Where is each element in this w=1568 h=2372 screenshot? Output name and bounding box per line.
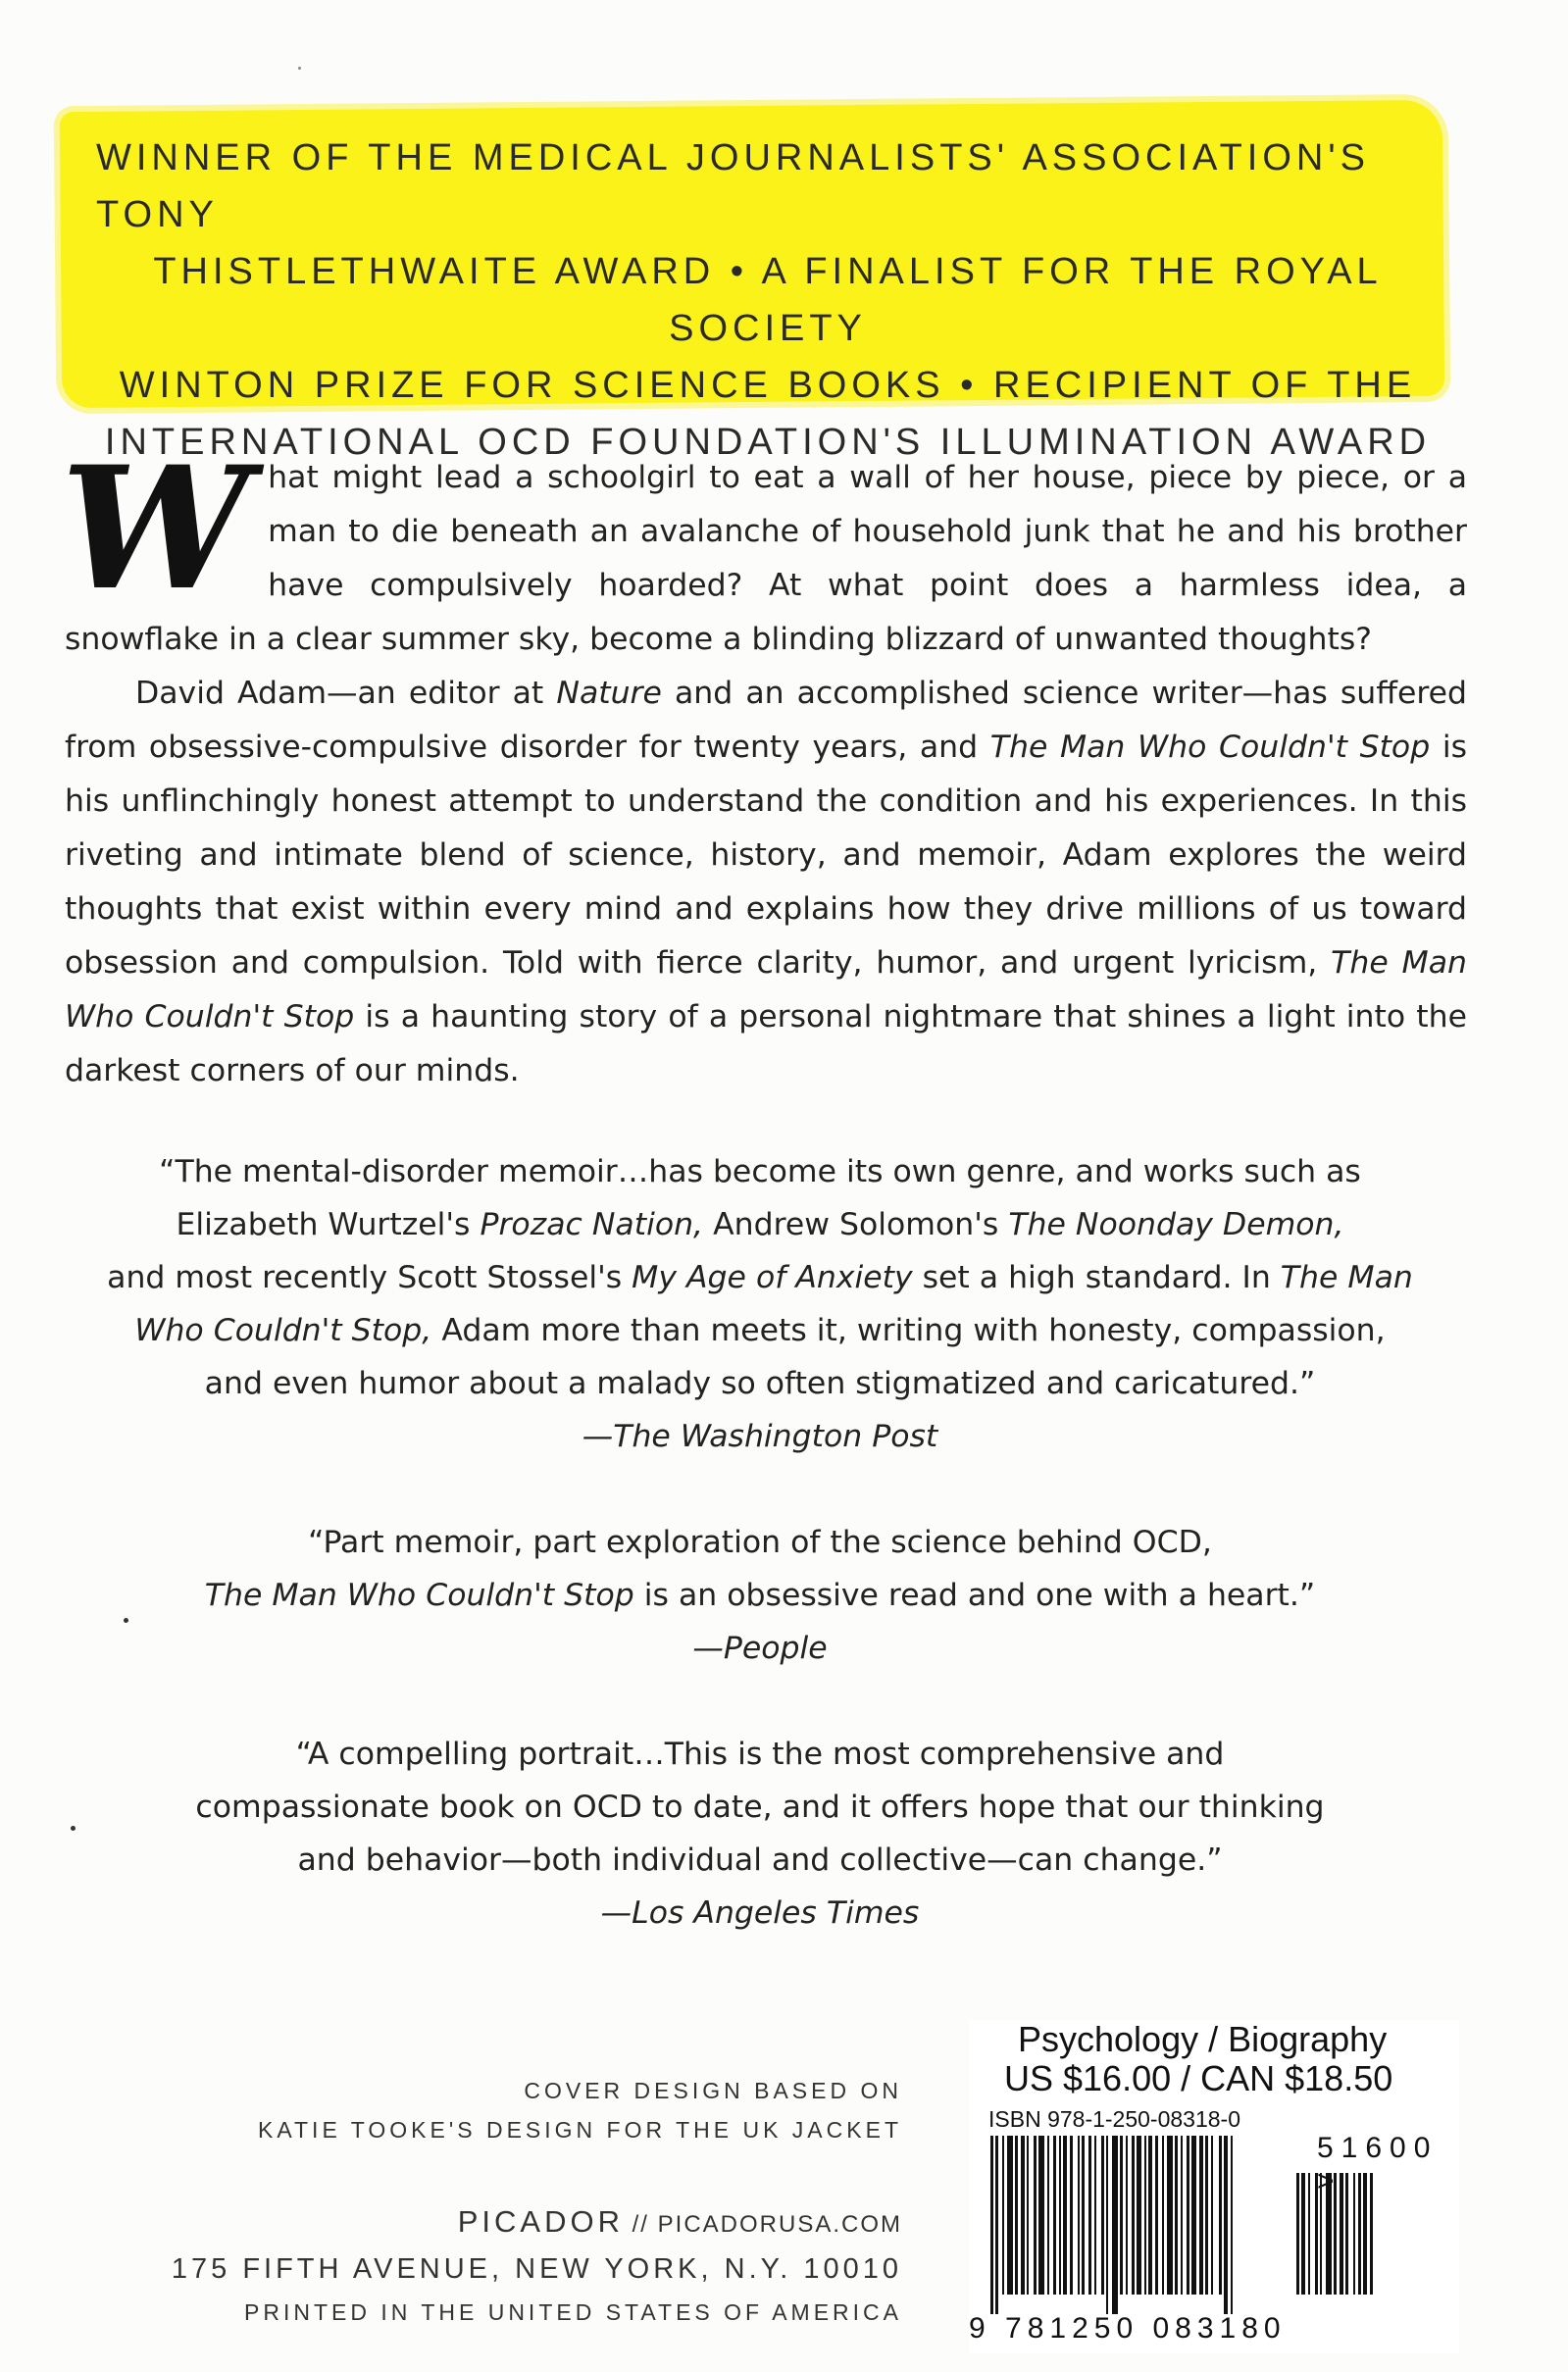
barcode-bar <box>1162 2136 1164 2295</box>
review-quote <box>59 1516 1461 1675</box>
speck <box>298 67 301 70</box>
review-quote <box>59 1145 1461 1463</box>
barcode-bar <box>1320 2173 1322 2295</box>
barcode-bar <box>1155 2136 1158 2295</box>
barcode-bar <box>1167 2136 1173 2295</box>
award-line: WINNER OF THE MEDICAL JOURNALISTS' ASSOCIATION'S TONY <box>96 137 1370 235</box>
book-title: The Man Who Couldn't Stop <box>65 945 1467 1035</box>
book-title: The Noonday Demon, <box>1008 1207 1344 1242</box>
barcode-panel <box>969 2020 1459 2353</box>
drop-cap: W <box>61 429 251 628</box>
barcode-bar <box>1038 2136 1044 2295</box>
barcode-bar <box>1047 2136 1049 2295</box>
barcode-bar <box>1015 2136 1018 2295</box>
book-title: My Age of Anxiety <box>632 1260 913 1295</box>
barcode-bar <box>1353 2173 1355 2295</box>
barcode-bar <box>995 2136 998 2314</box>
quote-text: “A compelling portrait…This is the most comprehensive and <box>295 1737 1225 1772</box>
barcode-bar <box>990 2136 993 2314</box>
barcode-bar <box>1112 2136 1118 2314</box>
award-line: WINTON PRIZE FOR SCIENCE BOOKS • RECIPIENT OF THE <box>119 365 1417 406</box>
barcode-bar <box>1126 2136 1128 2295</box>
magazine-title: Nature <box>556 676 662 711</box>
barcode-bar <box>1231 2136 1233 2314</box>
barcode-bar <box>1308 2173 1310 2295</box>
barcode-bar <box>1296 2173 1299 2295</box>
barcode-bar <box>1137 2136 1141 2295</box>
barcode-bar <box>1358 2173 1361 2295</box>
book-title: The Man Who Couldn't Stop <box>989 730 1431 765</box>
speck <box>71 1826 76 1831</box>
quote-text: and even humor about a malady so often stigmatized and caricatured.” <box>204 1366 1316 1401</box>
barcode-bar <box>1070 2136 1073 2295</box>
quote-attribution: —The Washington Post <box>582 1419 938 1454</box>
barcode-bar <box>1326 2173 1332 2295</box>
barcode-bar <box>1059 2136 1061 2295</box>
barcode-bar <box>1345 2173 1348 2295</box>
barcode-bar <box>1175 2136 1178 2295</box>
ean-digits: 9 781250 083180 <box>969 2312 1287 2345</box>
publisher-name: PICADOR <box>457 2204 624 2239</box>
barcode-bar <box>1191 2136 1196 2295</box>
description-text: and an accomplished science writer—has suffered from obsessive-compulsive disorder for twenty years, and <box>65 676 1467 765</box>
barcode-bar <box>1199 2136 1203 2295</box>
publisher-info <box>147 2200 902 2330</box>
publisher-url: PICADORUSA.COM <box>657 2211 902 2238</box>
book-title: The Man Who Couldn't Stop <box>204 1578 634 1613</box>
quote-text: compassionate book on OCD to date, and it offers hope that our thinking <box>195 1790 1325 1825</box>
quote-text: is an obsessive read and one with a heart.” <box>633 1578 1316 1613</box>
barcode-bar <box>1315 2173 1318 2295</box>
barcode-bar <box>1063 2136 1067 2295</box>
printed-in: PRINTED IN THE UNITED STATES OF AMERICA <box>244 2299 902 2325</box>
quote-text: and most recently Scott Stossel's <box>107 1260 632 1295</box>
addon-code: 51600 <box>1317 2132 1439 2164</box>
barcode-bar <box>1144 2136 1146 2295</box>
book-title: The Man <box>1280 1260 1413 1295</box>
barcode-bar <box>1181 2136 1183 2295</box>
barcode-bar <box>1094 2136 1096 2295</box>
description-paragraph <box>65 667 1467 1098</box>
description-text: hat might lead a schoolgirl to eat a wall of her house, piece by piece, or a man to die beneath an avalanche of household junk that he and his brother have compulsively hoarded? At what point does a harmless idea, a snowflake in a clear summer sky, become a blinding blizzard of unwanted thoughts? <box>65 460 1467 657</box>
barcode-bar <box>1120 2136 1123 2295</box>
barcode-bar <box>1088 2136 1091 2295</box>
barcode-bar <box>1007 2136 1013 2295</box>
barcode-bar <box>1340 2173 1343 2295</box>
barcode-bar <box>1082 2136 1085 2295</box>
isbn-number: ISBN 978-1-250-08318-0 <box>988 2106 1240 2132</box>
credit-line: KATIE TOOKE'S DESIGN FOR THE UK JACKET <box>258 2117 902 2143</box>
ean-barcode <box>990 2136 1285 2314</box>
barcode-bar <box>1002 2136 1004 2295</box>
barcode-bar <box>1148 2136 1152 2295</box>
quote-text: Adam more than meets it, writing with honesty, compassion, <box>431 1313 1386 1348</box>
barcode-bar <box>1106 2136 1108 2314</box>
book-title: Who Couldn't Stop, <box>134 1313 432 1348</box>
barcode-bar <box>1370 2173 1373 2295</box>
publisher-separator: // <box>623 2211 658 2238</box>
quote-text: “The mental-disorder memoir…has become its own genre, and works such as <box>159 1154 1361 1189</box>
barcode-bar <box>1301 2173 1305 2295</box>
barcode-bar <box>1027 2136 1029 2295</box>
barcode-bar <box>1187 2136 1189 2295</box>
cover-design-credit <box>147 2071 902 2149</box>
quote-attribution: —Los Angeles Times <box>600 1895 920 1931</box>
book-category: Psychology / Biography <box>1018 2019 1388 2059</box>
book-price: US $16.00 / CAN $18.50 <box>1004 2058 1393 2098</box>
description-text: is his unflinchingly honest attempt to understand the condition and his experiences. In this riveting and intimate blend of science, history, and memoir, Adam explores the weird thoughts that exist within every mind and explains how they drive millions of us toward obsession and compulsion. Told with fierce clarity, humor, and urgent lyricism, <box>65 730 1467 981</box>
credit-line: COVER DESIGN BASED ON <box>524 2078 902 2103</box>
barcode-bar <box>1205 2136 1208 2295</box>
barcode-bar <box>1363 2173 1367 2295</box>
addon-barcode <box>1296 2173 1424 2314</box>
quote-text: “Part memoir, part exploration of the science behind OCD, <box>308 1525 1212 1560</box>
description-paragraph <box>65 451 1467 667</box>
barcode-bar <box>1021 2136 1025 2295</box>
barcode-bar <box>1034 2136 1037 2295</box>
speck <box>124 1618 128 1623</box>
barcode-bar <box>1219 2136 1222 2295</box>
award-line: THISTLETHWAITE AWARD • A FINALIST FOR THE ROYAL SOCIETY <box>153 251 1383 349</box>
award-line: INTERNATIONAL OCD FOUNDATION'S ILLUMINATION AWARD <box>104 422 1432 463</box>
barcode-bar <box>1101 2136 1104 2295</box>
description-text: is a haunting story of a personal nightmare that shines a light into the darkest corners of our minds. <box>65 999 1467 1088</box>
barcode-bar <box>1224 2136 1228 2314</box>
quote-attribution: —People <box>692 1631 828 1666</box>
description-text: David Adam—an editor at <box>135 676 557 711</box>
publisher-address: 175 FIFTH AVENUE, NEW YORK, N.Y. 10010 <box>171 2253 902 2285</box>
quote-text: set a high standard. In <box>912 1260 1281 1295</box>
quote-text: and behavior—both individual and collective—can change.” <box>297 1842 1223 1878</box>
award-banner <box>86 129 1449 471</box>
barcode-bar <box>1078 2136 1080 2295</box>
barcode-bar <box>1334 2173 1337 2295</box>
book-title: Prozac Nation, <box>480 1207 704 1242</box>
barcode-bar <box>1211 2136 1213 2295</box>
barcode-bar <box>1132 2136 1135 2295</box>
quote-text: Andrew Solomon's <box>703 1207 1009 1242</box>
review-quote <box>59 1728 1461 1940</box>
barcode-bar <box>1053 2136 1056 2295</box>
quote-text: Elizabeth Wurtzel's <box>176 1207 481 1242</box>
